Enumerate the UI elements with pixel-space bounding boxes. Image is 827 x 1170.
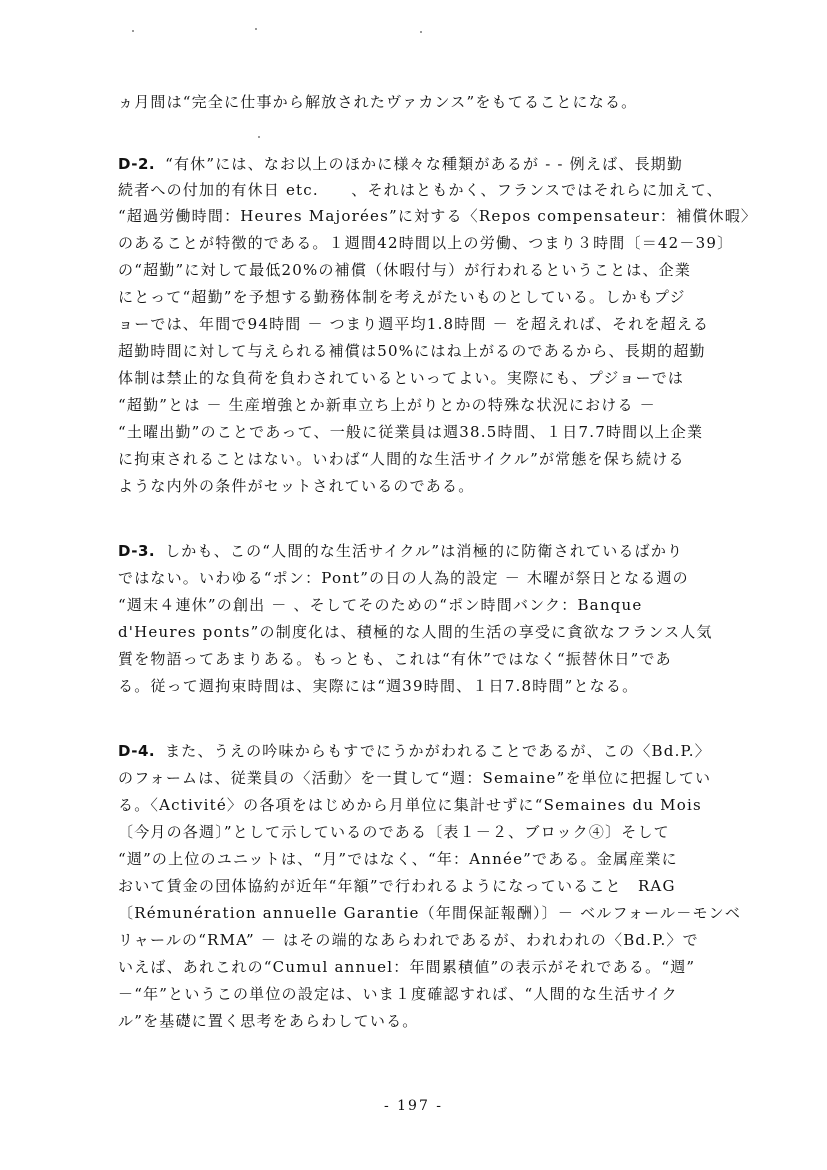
text-line: ヵ月間は“完全に仕事から解放されたヴァカンス”をもてることになる。: [118, 93, 638, 111]
section-label: D-3.: [118, 542, 156, 560]
text-line: リャールの“RMA” － はその端的なあらわれであるが、われわれの〈Bd.P.〉で: [118, 931, 699, 949]
text-line: D-4. また、うえの吟味からもすでにうかがわれることであるが、この〈Bd.P.〉: [118, 742, 711, 760]
text-line: 質を物語ってあまりある。もっとも、これは“有休”ではなく“振替休日”であ: [118, 650, 672, 668]
text-line: ではない。いわゆる“ポン：Pont”の日の人為的設定 － 木曜が祭日となる週の: [118, 569, 689, 587]
text-line: ョーでは、年間で94時間 － つまり週平均1.8時間 － を超えれば、それを超える: [118, 315, 710, 333]
section-label: D-2.: [118, 155, 156, 173]
text-line: “超過労働時間：Heures Majorées”に対する〈Repos compensateur：補償休暇〉: [118, 207, 758, 225]
text-line: 〔Rémunération annuelle Garantie（年間保証報酬）〕－ ベルフォール－モンベ: [118, 904, 742, 922]
text-line: に拘束されることはない。いわば“人間的な生活サイクル”が常態を保ち続ける: [118, 450, 685, 468]
text-line: ような内外の条件がセットされているのである。: [118, 477, 475, 495]
text-line: 超勤時間に対して与えられる補償は50%にはね上がるのであるから、長期的超勤: [118, 342, 706, 360]
text-line: の“超勤”に対して最低20%の補償（休暇付与）が行われるということは、企業: [118, 261, 692, 279]
scan-speck: [132, 30, 134, 32]
scan-speck: [255, 28, 257, 30]
scan-speck: [258, 136, 260, 138]
text-line: “週”の上位のユニットは、“月”ではなく、“年：Année”である。金属産業に: [118, 850, 678, 868]
text-line: のフォームは、従業員の〈活動〉を一貫して“週：Semaine”を単位に把握してい: [118, 769, 712, 787]
text-line: 続者への付加的有休日 etc. 、それはともかく、フランスではそれらに加えて、: [118, 181, 723, 199]
text-line: －“年”というこの単位の設定は、いま１度確認すれば、“人間的な生活サイク: [118, 985, 678, 1003]
text-line: る。〈Activité〉の各項をはじめから月単位に集計せずに“Semaines du Mois: [118, 796, 702, 814]
text-line: “超勤”とは － 生産増強とか新車立ち上がりとかの特殊な状況における －: [118, 396, 656, 414]
scan-speck: [420, 31, 422, 33]
text-line: 〔今月の各週〕”として示しているのである〔表１－２、ブロック④〕そして: [118, 823, 670, 841]
text-line: のあることが特徴的である。１週間42時間以上の労働、つまり３時間〔＝42－39〕: [118, 234, 734, 252]
text-line: いえば、あれこれの“Cumul annuel：年間累積値”の表示がそれである。“週”: [118, 958, 696, 976]
text-line: 体制は禁止的な負荷を負わされているといってよい。実際にも、プジョーでは: [118, 369, 685, 387]
text-line: “土曜出勤”のことであって、一般に従業員は週38.5時間、１日7.7時間以上企業: [118, 423, 704, 441]
text-line: る。従って週拘束時間は、実際には“週39時間、１日7.8時間”となる。: [118, 677, 639, 695]
section-label: D-4.: [118, 742, 156, 760]
text-line: おいて賃金の団体協約が近年“年額”で行われるようになっていること RAG: [118, 877, 676, 895]
text-line: ル”を基礎に置く思考をあらわしている。: [118, 1012, 419, 1030]
text-line: D-2. “有休”には、なお以上のほかに様々な種類があるが - - 例えば、長期勤: [118, 155, 684, 173]
page-number: - 197 -: [383, 1098, 444, 1114]
text-line: d'Heures ponts”の制度化は、積極的な人間的生活の享受に貪欲なフランス人気: [118, 623, 713, 641]
text-line: D-3. しかも、この“人間的な生活サイクル”は消極的に防衛されているばかり: [118, 542, 684, 560]
text-line: “週末４連休”の創出 － 、そしてそのための“ポン時間バンク：Banque: [118, 596, 643, 614]
text-line: にとって“超勤”を予想する勤務体制を考えがたいものとしている。しかもプジ: [118, 288, 686, 306]
